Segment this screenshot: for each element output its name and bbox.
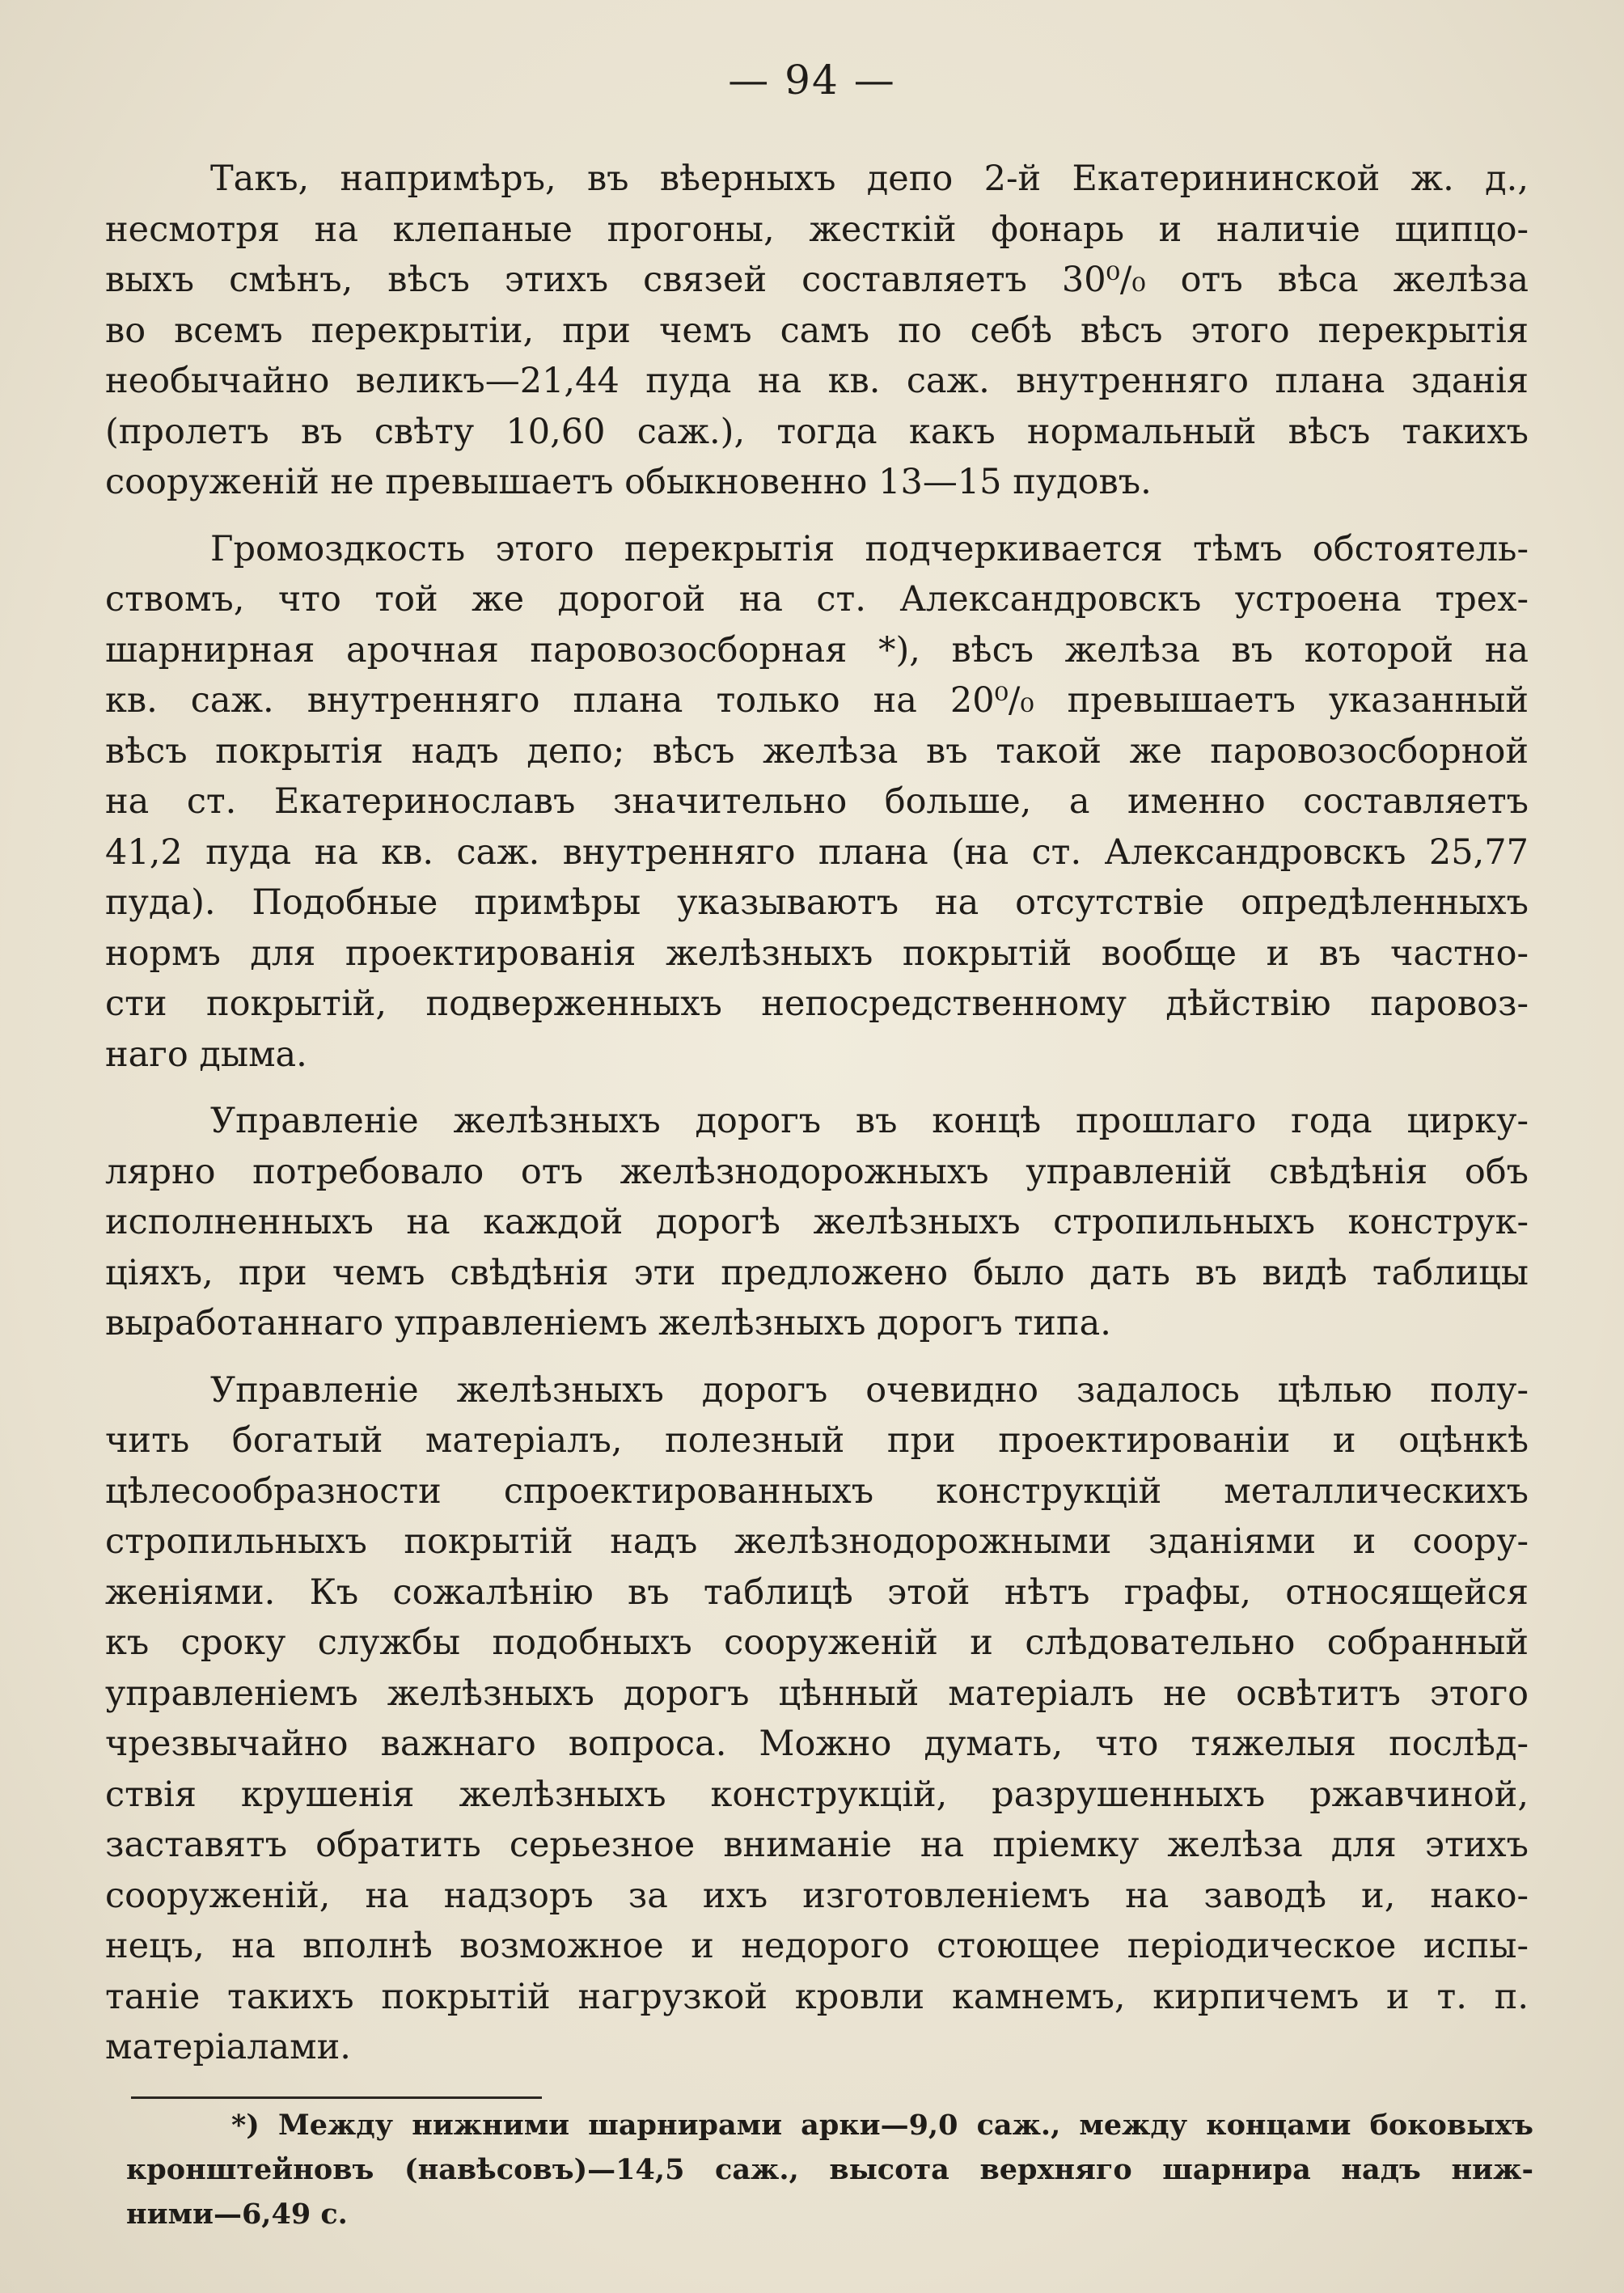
text-line: лярно потребовало отъ желѣзнодорожныхъ управленій свѣдѣнія объ bbox=[105, 1151, 1529, 1192]
footnote-divider bbox=[131, 2096, 542, 2099]
text-line: пуда). Подобные примѣры указываютъ на отсутствіе опредѣленныхъ bbox=[105, 882, 1529, 923]
footnote-line: *) Между нижними шарнирами арки—9,0 саж., между концами боковыхъ bbox=[231, 2109, 1533, 2142]
text-line: цѣлесообразности спроектированныхъ конструкцій металлическихъ bbox=[105, 1470, 1529, 1512]
text-line: стропильныхъ покрытій надъ желѣзнодорожными зданіями и соору- bbox=[105, 1521, 1529, 1562]
text-line: чить богатый матеріалъ, полезный при проектированіи и оцѣнкѣ bbox=[105, 1420, 1529, 1461]
text-line: Управленіе желѣзныхъ дорогъ очевидно задалось цѣлью полу- bbox=[210, 1369, 1529, 1411]
text-line: ціяхъ, при чемъ свѣдѣнія эти предложено было дать въ видѣ таблицы bbox=[105, 1252, 1529, 1293]
text-line: кв. саж. внутренняго плана только на 20⁰/₀ превышаетъ указанный bbox=[105, 680, 1529, 721]
paragraph-3 bbox=[105, 1096, 1529, 1349]
footnote bbox=[126, 2103, 1533, 2236]
text-line: во всемъ перекрытіи, при чемъ самъ по себѣ вѣсъ этого перекрытія bbox=[105, 310, 1529, 351]
text-line: чрезвычайно важнаго вопроса. Можно думать, что тяжелыя послѣд- bbox=[105, 1724, 1529, 1764]
text-line: вѣсъ покрытія надъ депо; вѣсъ желѣза въ такой же паровозосборной bbox=[105, 730, 1529, 772]
text-line: къ сроку службы подобныхъ сооруженій и слѣдовательно собранный bbox=[105, 1622, 1529, 1663]
text-line: несмотря на клепаные прогоны, жесткій фонарь и наличіе щипцо- bbox=[105, 209, 1529, 250]
text-line: исполненныхъ на каждой дорогѣ желѣзныхъ стропильныхъ конструк- bbox=[105, 1202, 1529, 1242]
text-line: сооруженій, на надзоръ за ихъ изготовленіемъ на заводѣ и, нако- bbox=[105, 1875, 1529, 1916]
text-line: управленіемъ желѣзныхъ дорогъ цѣнный матеріалъ не освѣтитъ этого bbox=[105, 1673, 1529, 1714]
text-line: наго дыма. bbox=[105, 1034, 307, 1075]
text-line: необычайно великъ—21,44 пуда на кв. саж. внутренняго плана зданія bbox=[105, 361, 1529, 401]
footnote-line: ними—6,49 с. bbox=[126, 2198, 348, 2231]
text-line: Громоздкость этого перекрытія подчеркивается тѣмъ обстоятель- bbox=[210, 528, 1529, 569]
text-line: 41,2 пуда на кв. саж. внутренняго плана (на ст. Александровскъ 25,77 bbox=[105, 831, 1529, 873]
text-line: женіями. Къ сожалѣнію въ таблицѣ этой нѣтъ графы, относящейся bbox=[105, 1572, 1529, 1613]
text-line: ствомъ, что той же дорогой на ст. Александровскъ устроена трех- bbox=[105, 579, 1529, 620]
page-number: — 94 — bbox=[728, 57, 896, 104]
text-line: нормъ для проектированія желѣзныхъ покрытій вообще и въ частно- bbox=[105, 933, 1529, 974]
text-line: выхъ смѣнъ, вѣсъ этихъ связей составляетъ 30⁰/₀ отъ вѣса желѣза bbox=[105, 260, 1529, 300]
text-line: заставятъ обратить серьезное вниманіе на пріемку желѣза для этихъ bbox=[105, 1825, 1529, 1865]
text-line: Управленіе желѣзныхъ дорогъ въ концѣ прошлаго года цирку- bbox=[210, 1101, 1529, 1141]
text-line: выработаннаго управленіемъ желѣзныхъ дорогъ типа. bbox=[105, 1303, 1111, 1343]
text-line: ствія крушенія желѣзныхъ конструкцій, разрушенныхъ ржавчиной, bbox=[105, 1774, 1529, 1815]
text-line: на ст. Екатеринославъ значительно больше, а именно составляетъ bbox=[105, 781, 1529, 822]
body-text bbox=[105, 154, 1529, 2089]
text-line: таніе такихъ покрытій нагрузкой кровли камнемъ, кирпичемъ и т. п. bbox=[105, 1976, 1529, 2017]
text-line: (пролетъ въ свѣту 10,60 саж.), тогда какъ нормальный вѣсъ такихъ bbox=[105, 411, 1529, 452]
text-line: матеріалами. bbox=[105, 2027, 351, 2067]
footnote-line: кронштейновъ (навѣсовъ)—14,5 саж., высота верхняго шарнира надъ ниж- bbox=[126, 2153, 1533, 2186]
paragraph-4 bbox=[105, 1365, 1529, 2073]
paragraph-2 bbox=[105, 524, 1529, 1081]
text-line: сти покрытій, подверженныхъ непосредственному дѣйствію паровоз- bbox=[105, 984, 1529, 1024]
paragraph-1 bbox=[105, 154, 1529, 508]
text-line: сооруженій не превышаетъ обыкновенно 13—15 пудовъ. bbox=[105, 462, 1152, 502]
text-line: шарнирная арочная паровозосборная *), вѣсъ желѣза въ которой на bbox=[105, 629, 1529, 671]
text-line: нецъ, на вполнѣ возможное и недорого стоющее періодическое испы- bbox=[105, 1926, 1529, 1966]
text-line: Такъ, напримѣръ, въ вѣерныхъ депо 2-й Екатерининской ж. д., bbox=[210, 159, 1529, 199]
